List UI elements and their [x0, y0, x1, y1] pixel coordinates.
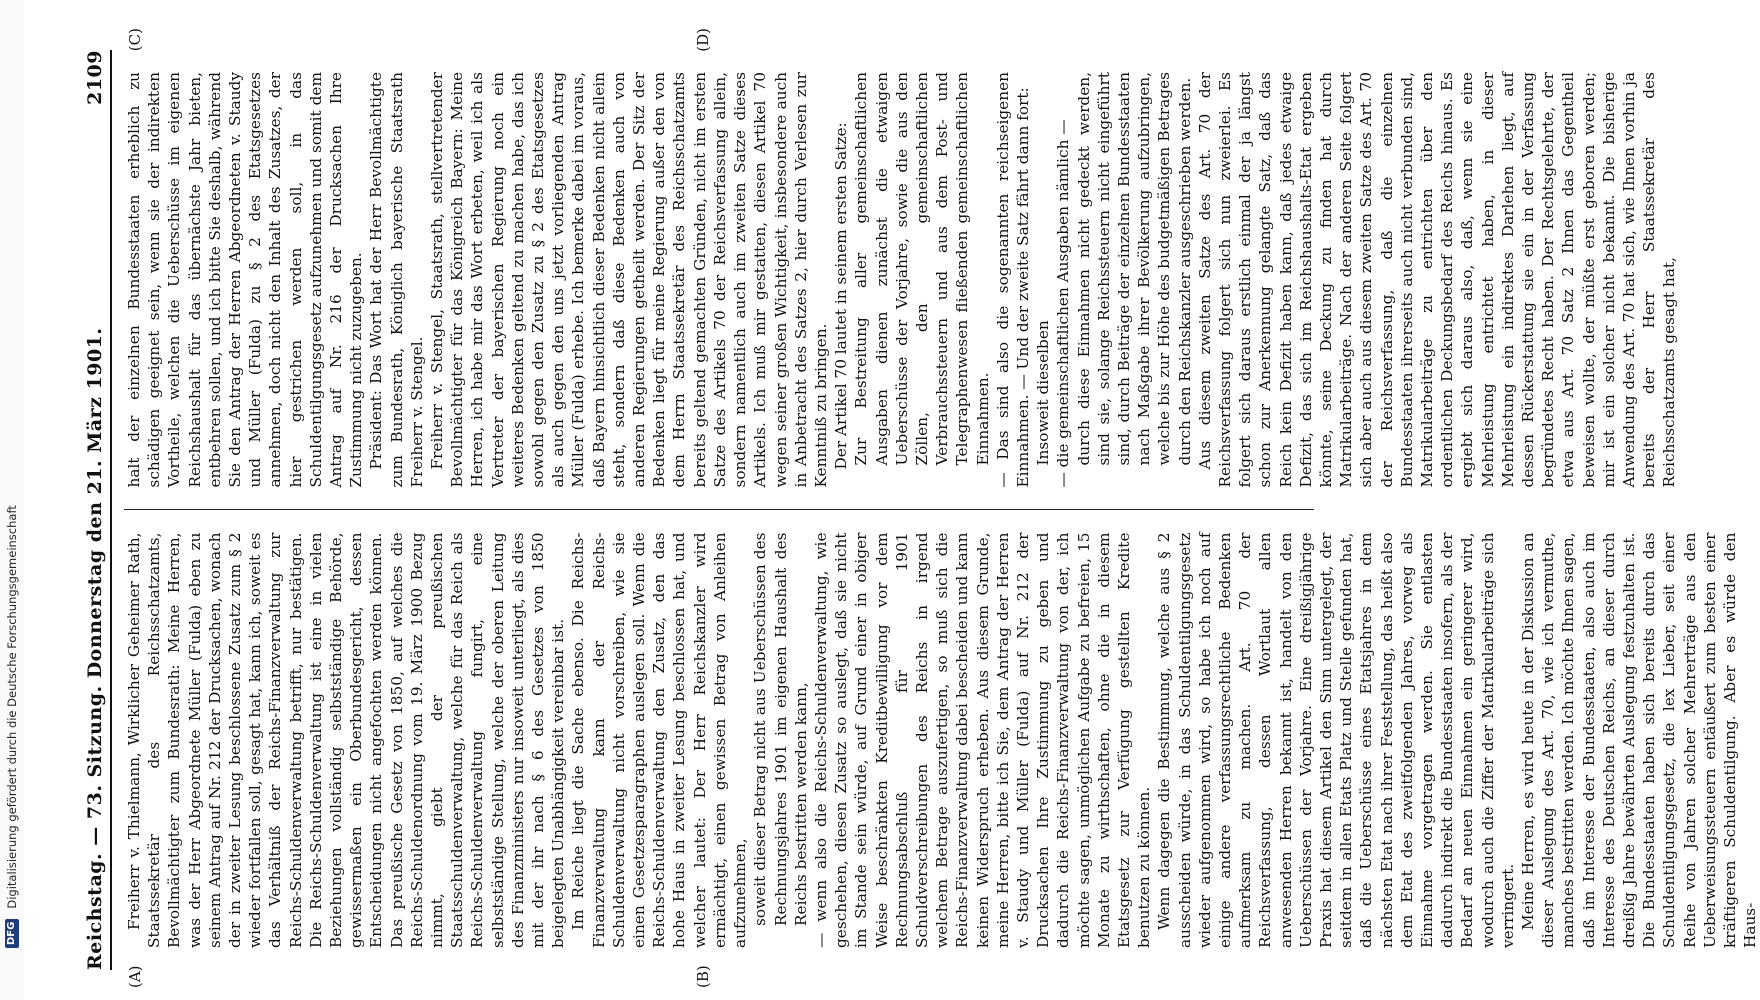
dfg-logo-icon: DFG	[5, 919, 19, 948]
paragraph: — Das sind also die sogenannten reichseigenen Einnahmen. — Und der zweite Satz fährt dann fort:	[993, 72, 1032, 488]
paragraph: Im Reiche liegt die Sache ebenso. Die Reichs-Finanzverwaltung kann der Reichs-Schuldenverwaltung nicht vorschreiben, wie sie einen Gesetzesparagraphen auslegen soll. Wenn die Reichs-Schuldenverwaltung den Zusatz, den das hohe Haus in zweiter Lesung beschlossen hat, und welcher lautet: Der Herr Reichskanzler wird ermächtigt, einen gewissen Betrag von Anleihen aufzunehmen,	[569, 532, 750, 948]
left-column	[124, 511, 1760, 971]
paragraph: Wenn dagegen die Bestimmung, welche aus § 2 ausscheiden würde, in das Schuldentilgungsgesetz wieder aufgenommen wird, so habe ich noch auf einige andere verfassungsrechtliche Bedenken aufmerksam zu machen. Art. 70 der Reichsverfassung, dessen Wortlaut allen anwesenden Herren bekannt ist, handelt von den Ueberschüssen der Vorjahre. Eine dreißigjährige Praxis hat diesem Artikel den Sinn untergelegt, der seitdem in allen Etats Platz und Stelle gefunden hat, daß die Ueberschüsse eines Etatsjahres in dem nächsten Etat nach ihrer Feststellung, das heißt also dem Etat des zweitfolgenden Jahres, vorweg als Einnahme vorgetragen werden. Sie entlasten dadurch indirekt die Bundesstaaten insofern, als der Bedarf an neuen Einnahmen ein geringerer wird, wodurch auch die Ziffer der Matrikularbeiträge sich verringert.	[1155, 532, 1517, 948]
quoted-article: durch diese Einnahmen nicht gedeckt werden, sind sie, solange Reichssteuern nicht eingeführt sind, durch Beiträge der einzelnen Bundesstaaten nach Maßgabe ihrer Bevölkerung aufzubringen, welche bis zur Höhe des budgetmäßigen Betrages durch den Reichskanzler ausgeschrieben werden.	[1074, 72, 1194, 466]
page-header	[66, 50, 106, 970]
paragraph: Der Artikel 70 lautet in seinem ersten Satze:	[832, 122, 851, 470]
text-columns	[124, 50, 1760, 970]
newspaper-page	[54, 28, 1760, 990]
paragraph: halt der einzelnen Bundesstaaten erheblich zu schädigen geeignet sein, wenn sie der indirekten Vortheile, welchen die Ueberschüsse im eigenen Reichshaushalt für das übernächste Jahr bieten, entbehren sollen, und ich bitte Sie deshalb, während Sie den Antrag der Herren Abgeordneten v. Staudy und Müller (Fulda) zu § 2 des Etatsgesetzes annehmen, doch nicht den Inhalt des Zusatzes, der hier gestrichen werden soll, in das Schuldentilgungsgesetz aufzunehmen und somit dem Antrag auf Nr. 216 der Drucksachen Ihre Zustimmung nicht zuzugeben.	[125, 72, 366, 488]
speaker-paragraph: Präsident: Das Wort hat der Herr Bevollmächtigte zum Bundesrath, Königlich bayerische Staatsrath Freiherr v. Stengel.	[367, 72, 426, 488]
paragraph: — die gemeinschaftlichen Ausgaben nämlich —	[1054, 119, 1073, 488]
margin-marker-c: (C)	[126, 28, 144, 52]
header-rule	[110, 50, 112, 970]
running-title: Reichstag. — 73. Sitzung. Donnerstag den 21. März 1901.	[84, 327, 106, 970]
funding-note: Digitalisierung gefördert durch die Deutsche Forschungsgemeinschaft	[5, 505, 19, 909]
quoted-article: Insoweit dieselben	[1034, 320, 1053, 466]
scan-credit	[0, 0, 24, 960]
right-column	[124, 50, 1679, 511]
paragraph: Freiherr v. Thielmann, Wirklicher Geheimer Rath, Staatssekretär des Reichsschatzamts, Bevollmächtigter zum Bundesrath: Meine Herren, was der Herr Abgeordnete Müller (Fulda) eben zu seinem Antrag auf Nr. 212 der Drucksachen, wonach der in zweiter Lesung beschlossene Zusatz zum § 2 wieder fortfallen soll, gesagt hat, kann ich, soweit es das Verhältniß der Reichs-Finanzverwaltung zur Reichs-Schuldenverwaltung betrifft, nur bestätigen. Die Reichs-Schuldenverwaltung ist eine in vielen Beziehungen vollständig selbstständige Behörde, gewissermaßen ein Oberbundesgericht, dessen Entscheidungen nicht angefochten werden können. Das preußische Gesetz von 1850, auf welches die Reichs-Schuldenordnung vom 19. März 1900 Bezug nimmt, giebt der preußischen Staatsschuldenverwaltung, welche für das Reich als Reichs-Schuldenverwaltung fungirt, eine selbstständige Stellung, welche der oberen Leitung des Finanzministers nur insoweit unterliegt, als dies mit der ihr nach § 6 des Gesetzes von 1850 beigelegten Unabhängigkeit vereinbar ist.	[125, 532, 568, 948]
quoted-clause: soweit dieser Betrag nicht aus Ueberschüssen des Rechnungsjahres 1901 im eigenen Haushalt des Reichs bestritten werden kann,	[751, 532, 810, 926]
margin-marker-b: (B)	[694, 965, 712, 988]
paragraph: Aus diesem zweiten Satze des Art. 70 der Reichsverfassung folgert sich nun zweierlei. Es folgert sich daraus erstlich einmal der ja längst schon zur Anerkennung gelangte Satz, daß das Reich kein Defizit haben kann, daß jedes etwaige Defizit, das sich im Reichshaushalts-Etat ergeben könnte, seine Deckung zu finden hat durch Matrikularbeiträge. Nach der anderen Seite folgert sich aber auch aus diesem zweiten Satze des Art. 70 der Reichsverfassung, daß die einzelnen Bundesstaaten ihrerseits auch nicht verbunden sind, Matrikularbeiträge zu entrichten über den ordentlichen Deckungsbedarf des Reichs hinaus. Es ergiebt sich daraus also, daß, wenn sie eine Mehrleistung entrichtet haben, in dieser Mehrleistung ein indirektes Darlehen liegt, auf dessen Rückerstattung sie ein in der Verfassung begründetes Recht haben. Der Rechtsgelehrte, der etwa aus Art. 70 Satz 2 Ihnen das Gegentheil beweisen wollte, der müßte erst geboren werden; mir ist ein solcher nicht bekannt. Die bisherige Anwendung des Art. 70 hat sich, wie Ihnen vorhin ja bereits der Herr Staatssekretär des Reichsschatzamts gesagt hat,	[1195, 72, 1679, 488]
speaker-paragraph: Freiherr v. Stengel, Staatsrath, stellvertretender Bevollmächtigter für das Königreich Bayern: Meine Herren, ich habe mir das Wort erbeten, weil ich als Vertreter der bayerischen Regierung noch ein weiteres Bedenken geltend zu machen habe, das ich sowohl gegen den Zusatz zu § 2 des Etatsgesetzes als auch gegen den uns jetzt vorliegenden Antrag Müller (Fulda) erhebe. Ich bemerke dabei im voraus, daß Bayern hinsichtlich dieser Bedenken nicht allein steht, sondern daß diese Bedenken auch von anderen Regierungen getheilt werden. Der Sitz der Bedenken liegt für meine Regierung außer den von dem Herrn Staatssekretär des Reichsschatzamts bereits geltend gemachten Gründen, nicht im ersten Satze des Artikels 70 der Reichsverfassung allein, sondern namentlich auch im zweiten Satze dieses Artikels. Ich muß mir gestatten, diesen Artikel 70 wegen seiner großen Wichtigkeit, insbesondere auch in Anbetracht des Satzes 2, hier durch Verlesen zur Kenntniß zu bringen.	[428, 72, 830, 488]
scan-credit-strip	[0, 0, 24, 1000]
paragraph: Meine Herren, es wird heute in der Diskussion an dieser Auslegung des Art. 70, wie ich vermuthe, manches bestritten werden. Ich möchte Ihnen sagen, daß im Interesse der Bundesstaaten, also auch im Interesse des Deutschen Reichs, an dieser durch dreißig Jahre bewährten Auslegung festzuhalten ist. Die Bundesstaaten haben sich bereits durch das Schuldentilgungsgesetz, die lex Lieber, seit einer Reihe von Jahren solcher Mehrerträge aus den Ueberweisungssteuern entäußert zum besten einer kräftigeren Schuldentilgung. Aber es würde den Haus-	[1519, 532, 1760, 948]
page-number: 2109	[84, 50, 106, 105]
margin-marker-d: (D)	[694, 28, 712, 52]
quoted-article: Zur Bestreitung aller gemeinschaftlichen Ausgaben dienen zunächst die etwaigen Ueberschüsse der Vorjahre, sowie die aus den Zöllen, den gemeinschaftlichen Verbrauchssteuern und aus dem Post- und Telegraphenwesen fließenden gemeinschaftlichen Einnahmen.	[852, 72, 992, 466]
paragraph: — wenn also die Reichs-Schuldenverwaltung, wie geschehen, diesen Zusatz so auslegt, daß sie nicht im Stande sein würde, auf Grund einer in obiger Weise beschränkten Kreditbewilligung vor dem Rechnungsabschluß für 1901 Schuldverschreibungen des Reichs in irgend welchem Betrage auszufertigen, so muß sich die Reichs-Finanzverwaltung dabei bescheiden und kann keinen Widerspruch erheben. Aus diesem Grunde, meine Herren, bitte ich Sie, dem Antrag der Herren v. Staudy und Müller (Fulda) auf Nr. 212 der Drucksachen Ihre Zustimmung zu geben und dadurch die Reichs-Finanzverwaltung von der, ich möchte sagen, unmöglichen Aufgabe zu befreien, 15 Monate zu wirthschaften, ohne die in diesem Etatsgesetz zur Verfügung gestellten Kredite benutzen zu können.	[811, 532, 1154, 948]
margin-marker-a: (A)	[126, 965, 144, 988]
